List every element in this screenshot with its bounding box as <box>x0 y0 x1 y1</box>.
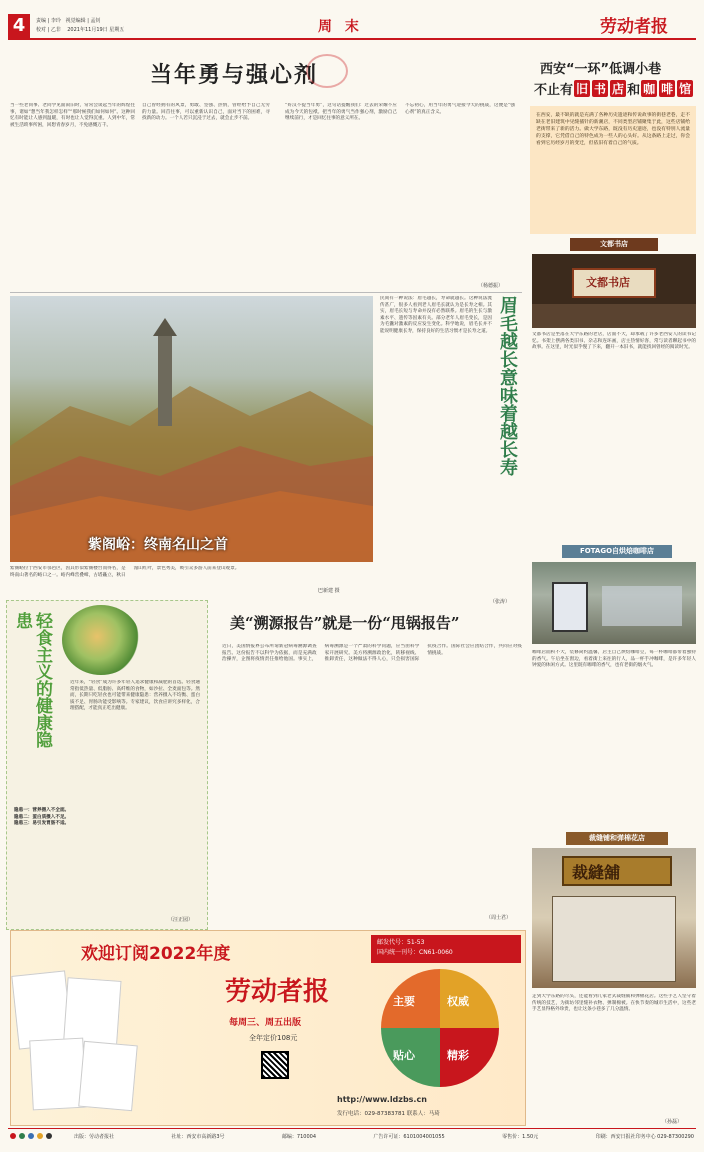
photo-caption: 紫阁峪：终南名山之首 <box>88 537 228 553</box>
main-story-col2: 自己曾经拥有的风景，勇敢、坚强、热情，曾经给予自己无穷的力量。回首往事，可以重新认识自己，面对当下的困难，寻找新的动力。一个人若只沉浸于过去，就会止步不前。 <box>142 103 270 122</box>
tailor-bar: 裁缝铺和弹棉花店 <box>566 832 668 845</box>
subscribe-circle <box>381 969 499 1087</box>
subscribe-paper: 劳动者报 <box>225 977 330 1007</box>
right-intro-text: 在西安，最不缺的就是充满了各种历史遗迹和传说故事的街巷老巷，走不缺在老旧建筑中见缝插针的新潮店，不同类型店铺聚集于此，这些店铺给老街带来了新的活力。做大学东路，既没有历史遗迹，也没有特别人流量的支撑，它凭借自己的特色成为一些人的心头好。从这条路上走过，你会看到它历经岁月的变迁，但依旧有着自己的气质。 <box>536 113 690 146</box>
tailor-text: 走到大学东路的尽头，还能看到几家老式裁缝铺和弹棉花店。这些手艺人坚守着传统的技艺，为街坊邻里缝补衣物、弹制棉被。在快节奏的城市生活中，这些老手艺显得格外珍贵，也让这条小巷多了几分温情。 <box>532 994 696 1013</box>
subscribe-price: 全年定价108元 <box>249 1034 298 1042</box>
postal-code: 邮发代号：51-53 <box>377 939 425 946</box>
light-food-tips <box>14 808 202 828</box>
main-story-col1: 当一些老同事、老同学见面叙旧时，常常会谈起当年的辉煌往事，诸如“想当年我怎样怎样”“那时候我们如何如何”。这种回忆有时能让人感到温暖，有时也让人觉得沉重。人到中年，常被生活琐事所困，回想青春岁月，不免感慨万千。 <box>10 103 135 128</box>
eyebrow-author: （张涛） <box>490 599 511 605</box>
main-story-author: （杨德振） <box>478 283 504 289</box>
bookstore-bar: 文都书店 <box>570 238 658 251</box>
eyebrow-text: 民间有一种说法：眉毛越长，寿命就越长。这种说法流传甚广，很多人看到老人眉毛长就认为是长寿之相。其实，眉毛长短与寿命并没有必然联系。眉毛的生长与激素水平、遗传等因素有关。部分老年人眉毛变长，是因为毛囊对激素的反应发生变化。科学地说，眉毛长并不能说明健康长寿，保持良好的生活习惯才是长寿之道。 <box>380 296 492 334</box>
right-headline-2 <box>534 79 694 98</box>
issue-date: 2021年11月19日 星期五 <box>67 27 125 33</box>
subscribe-schedule: 每周三、周五出版 <box>229 1018 302 1028</box>
qr-code-icon <box>261 1051 289 1079</box>
tailor-photo: 裁縫舖 <box>532 848 696 988</box>
headline-char-box: 馆 <box>679 82 692 96</box>
circle-label: 权威 <box>447 995 469 1008</box>
editor-1: 责编 | 李玲 <box>36 18 61 24</box>
code-box <box>371 935 521 963</box>
headline-char-box: 旧 <box>576 82 589 96</box>
cafe-bar: FOTAGO自烘焙咖啡店 <box>562 545 672 558</box>
section-name: 周 末 <box>318 19 363 35</box>
light-food-author: （汪正园） <box>168 917 194 923</box>
headline-mid: 和 <box>627 83 641 98</box>
right-intro-box <box>530 106 696 234</box>
editor-3: 校对 | 乙非 <box>36 27 61 33</box>
tailor-author: （孙磊） <box>662 1119 683 1125</box>
photo-author: 巴新建 摄 <box>318 588 340 594</box>
circle-label: 主要 <box>393 995 415 1008</box>
landscape-photo <box>10 296 373 562</box>
footer-item: 邮编：710004 <box>281 1134 317 1140</box>
circle-label: 精彩 <box>447 1049 469 1062</box>
footer-dots <box>10 1133 52 1139</box>
header <box>0 0 704 40</box>
cafe-photo <box>532 562 696 644</box>
paper-name: 劳动者报 <box>600 17 668 37</box>
light-food-photo <box>62 605 140 675</box>
tip-item: 隐患一：营养摄入不全面。 <box>14 808 70 813</box>
footer-item: 出版：劳动者报社 <box>74 1134 115 1140</box>
title-accent <box>306 54 348 88</box>
main-story-col4: 不忘初心，用当年的勇气迎接今天的挑战，这便是“强心剂”的真正含义。 <box>405 103 515 115</box>
main-story-col3: “好汉不提当年勇”，这句话提醒我们：过去的荣耀不应成为今天的包袱。把当年的勇气当作强心剂，激励自己继续前行，才是回忆往事的意义所在。 <box>285 103 397 122</box>
bookstore-text: 文都书店是坐落在大学东路的老店，店面不大，却承载了许多老西安人的读书记忆。书架上摆满各类旧书、杂志和连环画，店主热情好客，常与读者聊起书中的故事。在这里，时光似乎慢了下来，翻开一本旧书，就能找回曾经的阅读时光。 <box>532 332 696 351</box>
subscribe-ad <box>10 930 526 1126</box>
page-number: 4 <box>8 14 30 38</box>
subscribe-url: http://www.ldzbs.cn <box>337 1095 427 1104</box>
cn-number: 国内统一刊号：CN61-0060 <box>377 949 453 956</box>
editor-line-2 <box>36 26 124 33</box>
footer-rule <box>8 1128 696 1129</box>
light-food-text: 近年来，“轻食”成为许多年轻人追求健康和减肥的首选。轻食通常指低热量、低脂肪、高纤维的食物，如沙拉、全麦面包等。然而，长期只吃轻食也可能带来健康隐患：营养摄入不均衡、蛋白质不足、胃肠功能受影响等。专家建议，饮食应讲究多样化，合理搭配，才能真正吃出健康。 <box>70 680 200 712</box>
trace-report-text: 近日，美国情报界公布所谓新冠病毒溯源调查报告。这份报告不以科学为依据，而是充满政治操弄，企图将疫情责任推给他国。事实上，病毒溯源是一个严肃的科学问题，应当由科学家开展研究。美方将溯源政治化，转移视线、推卸责任，这种做法不得人心，只会损害国际抗疫合作。国际社会应团结合作，共同应对疫情挑战。 <box>222 644 522 663</box>
footer-item: 广告许可证：6101004001055 <box>373 1134 445 1140</box>
headline-char-box: 咖 <box>643 82 656 96</box>
editor-2: 视觉编辑 | 孟钊 <box>65 18 101 24</box>
newspaper-stack <box>15 973 143 1113</box>
light-food-title: 轻食主义的健康隐患 <box>12 612 52 748</box>
main-story-title: 当年勇与强心剂 <box>150 63 319 88</box>
headline-char-box: 店 <box>612 82 625 96</box>
trace-report-author: （周士君） <box>486 915 512 921</box>
subscribe-title: 欢迎订阅2022年度 <box>81 944 231 964</box>
subscribe-dept: 发行电话：029-87383781 联系人：马琦 <box>337 1111 440 1117</box>
header-rule <box>8 38 696 40</box>
headline-prefix: 不止有 <box>534 83 574 98</box>
footer-item: 印刷：西安日报社印务中心 029-87300290 <box>595 1134 694 1140</box>
photo-desc: 紫阁峪位于西安市鄠邑区，因其形似紫阁楼台而得名，是终南山著名的峪口之一。峪内峰峦叠嶂，古塔矗立，秋日漫山红叶，景色秀美，吸引众多游人前来登山观景。 <box>10 566 240 578</box>
cafe-text: 咖啡店面积不大，装修简约温馨，店主自己烘焙咖啡豆，每一杯咖啡都带着独特的香气。午后坐在窗边，看着街上来往的行人，品一杯手冲咖啡，是许多年轻人钟爱的休闲方式。这里既有咖啡的香气，也有老街的烟火气。 <box>532 650 696 669</box>
tip-item: 隐患三：易引发胃肠不适。 <box>14 821 70 827</box>
footer-item: 社址：西安市高新路3号 <box>171 1134 225 1140</box>
footer-info <box>74 1133 694 1140</box>
bookstore-photo: 文都书店 <box>532 254 696 328</box>
headline-char-box: 啡 <box>661 82 674 96</box>
divider-main <box>10 292 522 293</box>
eyebrow-title: 眉毛越长意味着越长寿 <box>497 296 518 476</box>
headline-char-box: 书 <box>594 82 607 96</box>
right-headline-1: 西安“一环”低调小巷 <box>540 62 662 77</box>
editor-line-1 <box>36 17 101 24</box>
circle-label: 贴心 <box>393 1049 415 1062</box>
tip-item: 隐患二：蛋白质摄入不足。 <box>14 814 70 820</box>
footer-item: 零售价：1.50元 <box>502 1134 539 1140</box>
trace-report-title: 美“溯源报告”就是一份“甩锅报告” <box>230 614 460 632</box>
